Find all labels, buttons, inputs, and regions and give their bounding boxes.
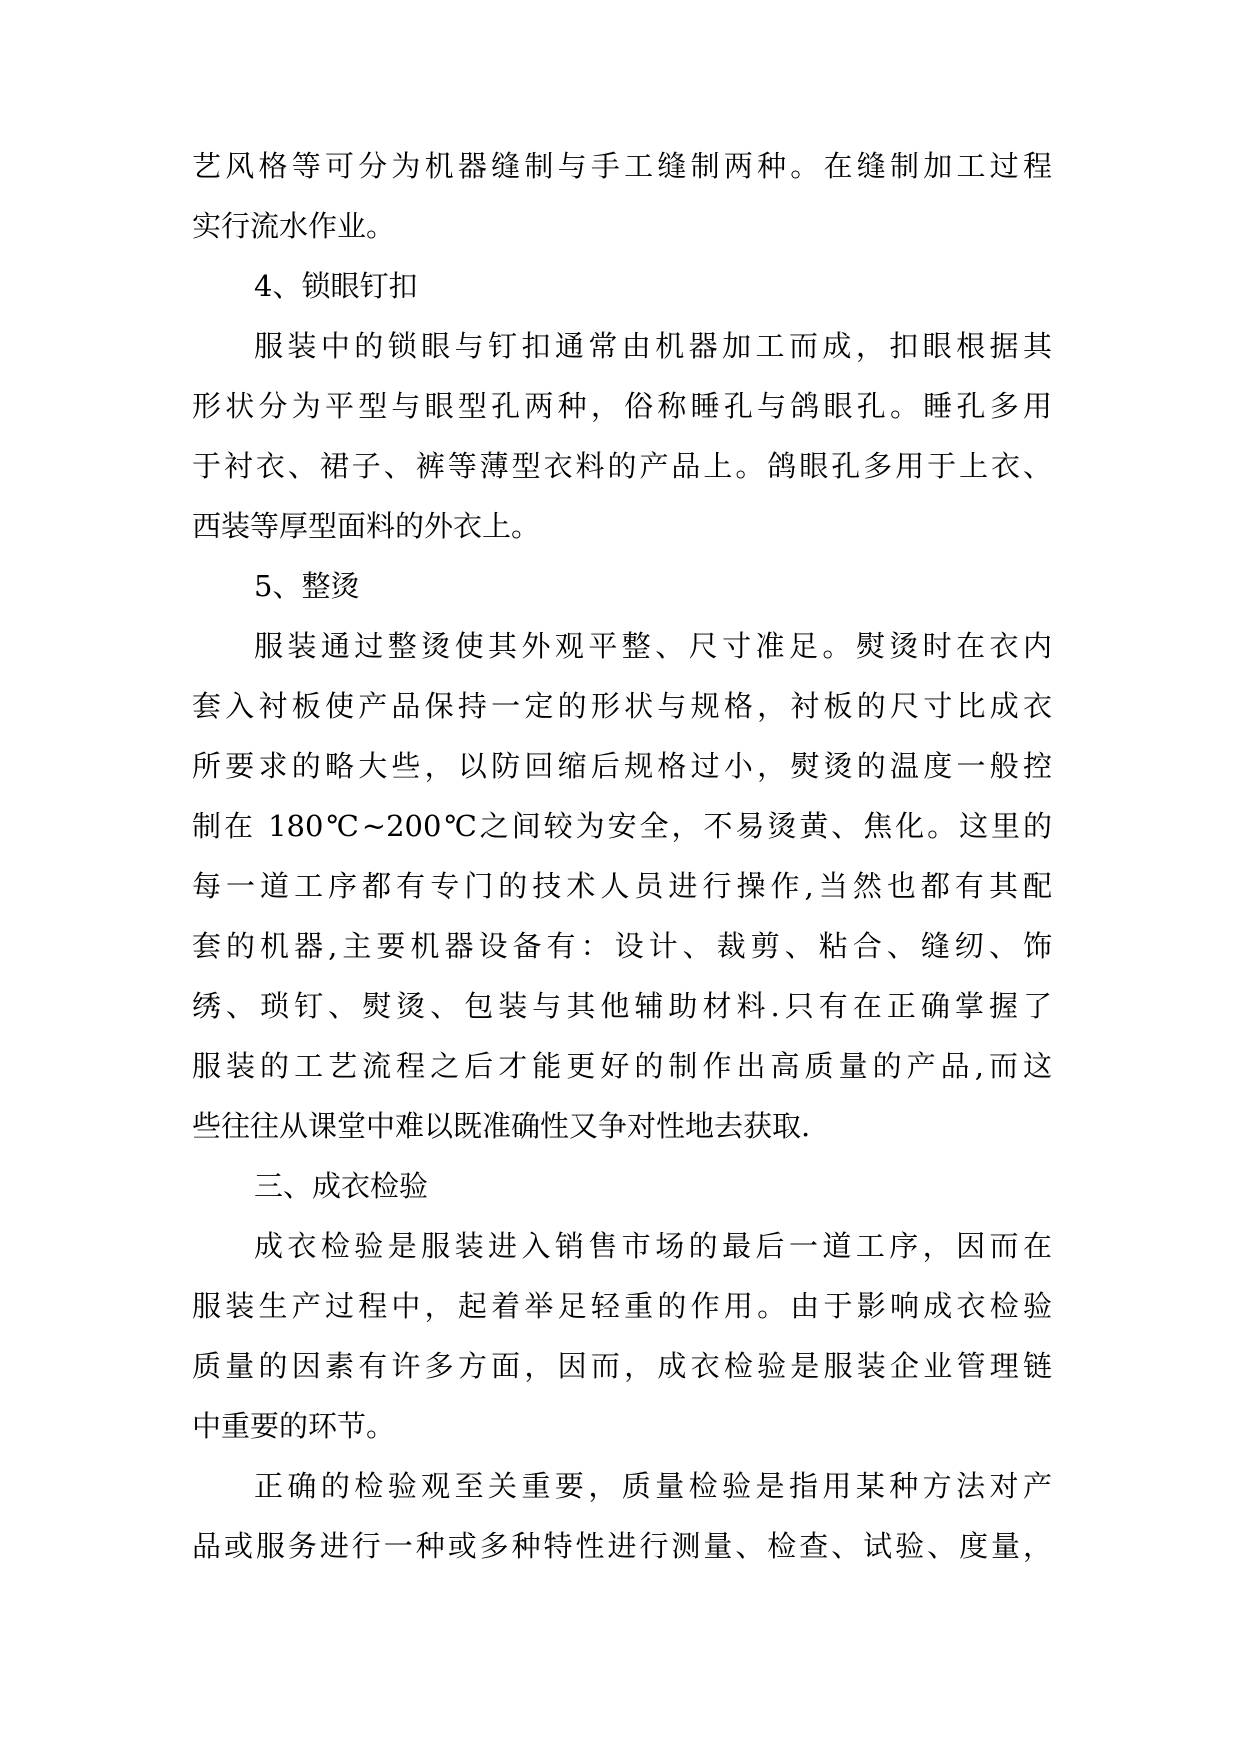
text-line: 服装中的锁眼与钉扣通常由机器加工而成，扣眼根据其 (254, 329, 1052, 363)
text-line: 绣、琐钉、熨烫、包装与其他辅助材料.只有在正确掌握了 (192, 989, 1052, 1023)
text-line: 制在 180℃~200℃之间较为安全，不易烫黄、焦化。这里的 (192, 809, 1052, 843)
text-line: 正确的检验观至关重要，质量检验是指用某种方法对产 (254, 1469, 1052, 1503)
text-line: 每一道工序都有专门的技术人员进行操作,当然也都有其配 (192, 869, 1052, 903)
text-line: 服装生产过程中，起着举足轻重的作用。由于影响成衣检验 (192, 1289, 1052, 1323)
section-heading: 三、成衣检验 (254, 1169, 429, 1203)
text-line: 于衬衣、裙子、裤等薄型衣料的产品上。鸽眼孔多用于上衣、 (192, 449, 1052, 483)
text-line: 所要求的略大些，以防回缩后规格过小，熨烫的温度一般控 (192, 749, 1052, 783)
section-heading: 5、整烫 (254, 569, 360, 603)
text-line: 套入衬板使产品保持一定的形状与规格，衬板的尺寸比成衣 (192, 689, 1052, 723)
text-line: 形状分为平型与眼型孔两种，俗称睡孔与鸽眼孔。睡孔多用 (192, 389, 1052, 423)
text-line: 品或服务进行一种或多种特性进行测量、检查、试验、度量， (192, 1529, 1052, 1563)
text-line: 服装的工艺流程之后才能更好的制作出高质量的产品,而这 (192, 1049, 1052, 1083)
text-line: 服装通过整烫使其外观平整、尺寸准足。熨烫时在衣内 (254, 629, 1052, 663)
text-line: 中重要的环节。 (192, 1409, 396, 1443)
text-line: 实行流水作业。 (192, 209, 396, 243)
text-line: 质量的因素有许多方面，因而，成衣检验是服装企业管理链 (192, 1349, 1052, 1383)
text-line: 艺风格等可分为机器缝制与手工缝制两种。在缝制加工过程 (192, 149, 1052, 183)
text-line: 些往往从课堂中难以既准确性又争对性地去获取. (192, 1109, 811, 1143)
text-line: 套的机器,主要机器设备有：设计、裁剪、粘合、缝纫、饰 (192, 929, 1052, 963)
text-line: 西装等厚型面料的外衣上。 (192, 509, 541, 543)
text-line: 成衣检验是服装进入销售市场的最后一道工序，因而在 (254, 1229, 1052, 1263)
section-heading: 4、锁眼钉扣 (254, 269, 418, 303)
